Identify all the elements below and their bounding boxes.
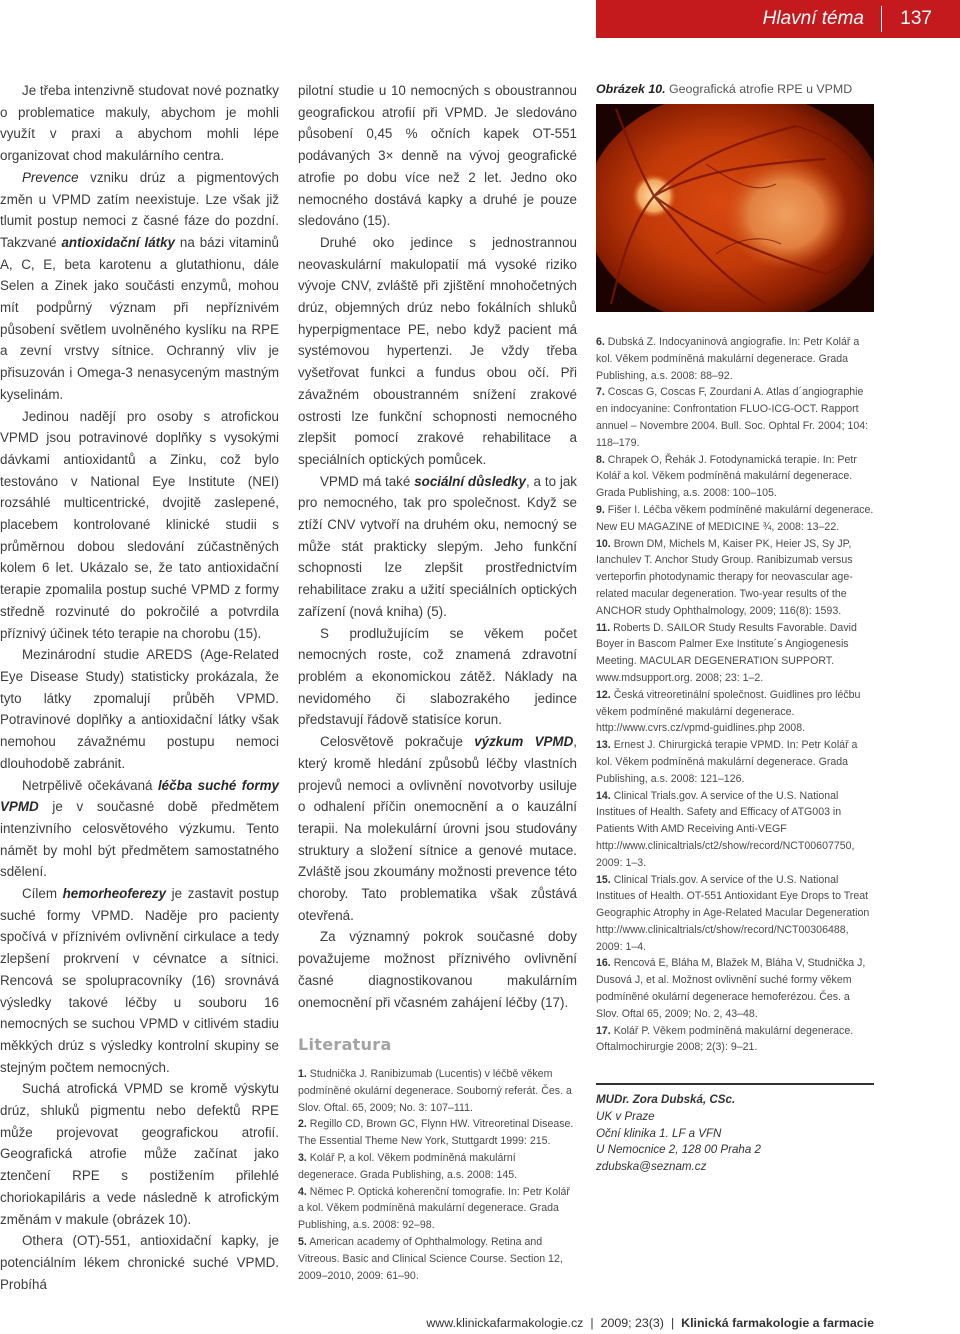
reference-list [298, 1066, 577, 1284]
reference-text: American academy of Ophthalmology. Retina and Vitreous. Basic and Clinical Science Course. Section 12, 2009–2010, 2009: 61–90. [298, 1235, 563, 1282]
reference-text: Regillo CD, Brown GC, Flynn HW. Vitreoretinal Disease. The Essential Theme New York, Stuttgardt 1999: 215. [298, 1118, 574, 1148]
paragraph: Jedinou nadějí pro osoby s atrofickou VPMD jsou potravinové doplňky s vysokými dávkami antioxidantů a Zinku, což bylo testováno v National Eye Institute (NEI) rozsáhlé multicentrické, dvojitě zaslepené, placebem kontrolované klinické studii s průměrnou dobou sledování zúčastněných kolem 6 let. Ukázalo se, že tato antioxidační terapie zpomalila postup suché VPMD z formy středně rozvinuté do pokročilé a potvrdila příznivý účinek této terapie na chorobu (15). [0, 408, 279, 641]
reference-list [596, 334, 874, 1056]
paragraph: pilotní studie u 10 nemocných s oboustrannou geografickou atrofií při VPMD. Je sledováno působení 0,45 % očních kapek OT-551 podávaných 3× denně na vývoj geografické atrofie po dobu více než 2 let. Jedno oko nemocného dostává kapky a druhé je pouze sledováno (15). [298, 83, 577, 229]
reference-number: 12. [596, 688, 611, 701]
reference-item [596, 737, 874, 787]
reference-item [298, 1150, 577, 1184]
paragraph [298, 471, 577, 623]
text-run: Netrpělivě očekávaná [22, 777, 158, 793]
text-column-3 [596, 80, 874, 1056]
references-heading: Literatura [298, 1035, 392, 1055]
page-number: 137 [900, 8, 932, 29]
reference-text: Studnička J. Ranibizumab (Lucentis) v léčbě věkem podmíněné okulární degenerace. Souborný referát. Čes. a Slov. Oftal. 65, 2009; No. 3: 107–111. [298, 1067, 572, 1114]
section-title: Hlavní téma [762, 8, 864, 29]
paragraph: Za významný pokrok současné doby považujeme možnost příznivého ovlivnění časné diagnostikovanou makulárním onemocnění při včasném zahájení léčby (17). [298, 929, 577, 1010]
reference-text: Coscas G, Coscas F, Zourdani A. Atlas d´angiographie en indocyanine: Confrontation FLUO-ICG-OCT. Rapport annuel – Novembre 2004. Bull. Soc. Ophtal Fr. 2004; 104: 118–179. [596, 386, 869, 449]
reference-text: Němec P. Optická koherenční tomografie. In: Petr Kolář a kol. Věkem podmíněná makulární degenerace. Grada Publishing, a.s. 2008: 92–98. [298, 1185, 570, 1232]
text-run: , který kromě hledání způsobů léčby vlastních projevů nemoci a ovlivnění novotvorby usiluje o odhalení příčin onemocnění a o kauzální terapii. Na molekulární úrovni jsou studovány struktury a složení sítnice a genové mutace. Zvláště jsou zkoumány možnosti prevence této choroby. Tato problematika však zůstává otevřená. [298, 734, 577, 923]
text-run: VPMD má také [320, 473, 415, 489]
text-run: na bázi vitaminů A, C, E, beta karotenu a glutathionu, dále Selen a Zinek jako součásti enzymů, mohou mít podpůrný význam při nepříznivém působení světlem uvolněného kyslíku na RPE a zevní vrstvy sítnice. Ochranný vliv je přisuzován i Omega-3 nenasyceným mastným kyselinám. [0, 234, 280, 402]
reference-number: 7. [596, 386, 605, 399]
reference-text: Kolář P, a kol. Věkem podmíněná makulární degenerace. Grada Publishing, a.s. 2008: 145. [298, 1151, 518, 1181]
paragraph [0, 775, 279, 884]
reference-item [596, 452, 874, 502]
text-run: Cílem [22, 886, 63, 902]
journal-issue: 2009; 23(3) [600, 1316, 664, 1330]
reference-number: 6. [596, 336, 605, 348]
figure-caption-text: Geografická atrofie RPE u VPMD [665, 82, 853, 96]
emphasis: sociální důsledky [414, 473, 526, 489]
reference-text: Chrapek O, Řehák J. Fotodynamická terapie. In: Petr Kolář a kol. Věkem podmíněná makulární degenerace. Grada Publishing, a.s. 2008: 100–105. [596, 453, 857, 500]
reference-item [596, 502, 874, 536]
page-footer [426, 1316, 874, 1330]
reference-text: Rencová E, Bláha M, Blažek M, Bláha V, Studnička J, Dusová J, et al. Možnost ovlivnění suché formy věkem podmíněné okulární degenerace hemoferézou. Čes. a Slov. Oftal 65, 2009; No. 2, 43–48. [596, 957, 866, 1020]
text-column-2 [298, 80, 577, 1284]
author-affiliation: UK v Praze [596, 1109, 655, 1123]
reference-text: Česká vitreoretinální společnost. Guidlines pro léčbu věkem podmíněné makulární degenerace. http://www.cvrs.cz/vpmd-guidlines.php 2008. [596, 688, 861, 735]
reference-number: 14. [596, 789, 611, 802]
reference-number: 9. [596, 503, 605, 516]
emphasis: antioxidační látky [61, 234, 176, 250]
emphasis: hemorheoferezy [62, 886, 167, 902]
paragraph [0, 883, 279, 1078]
reference-text: Brown DM, Michels M, Kaiser PK, Heier JS, Sy JP, Ianchulev T. Anchor Study Group. Ranibizumab versus verteporfin photodynamic therapy for neovascular age-related macular degeneration. Two-year results of the ANCHOR study Ophthalmology, 2009; 116(8): 1593. [596, 537, 853, 617]
reference-number: 17. [596, 1024, 611, 1037]
reference-text: Clinical Trials.gov. A service of the U.S. National Institues of Health. Safety and Efficacy of ATG003 in Patients With AMD Receiving Anti-VEGF http://www.clinicaltrials/ct2/show/record/NCT00607750, 2009: 1–3. [596, 789, 855, 869]
reference-item [596, 687, 874, 737]
paragraph: Othera (OT)-551, antioxidační kapky, je potenciálním lékem chronické suché VPMD. Probíhá [0, 1233, 279, 1292]
reference-number: 4. [298, 1185, 307, 1198]
text-run: je zastavit postup suché formy VPMD. Naděje pro pacienty spočívá v příznivém ovlivnění cirkulace a tedy zlepšení prokrvení v cévnatce a sítnici. Rencová se spolupracovníky (16) srovnává výsledky takové léčby u souboru 16 nemocných se suchou VPMD v citlivém stadiu měkkých drúz s výsledky kontrolní skupiny se stejným počtem nemocných. [0, 886, 279, 1075]
reference-text: Dubská Z. Indocyaninová angiografie. In: Petr Kolář a kol. Věkem podmíněná makulární degenerace. Grada Publishing, a.s. 2008: 88–92. [596, 336, 860, 382]
fundus-photo-figure [596, 104, 874, 312]
reference-item [596, 536, 874, 620]
reference-number: 5. [298, 1235, 307, 1248]
text-run: vzniku drúz a pigmentových změn u VPMD zatím neexistuje. Lze však již tlumit postup nemoci z časné fáze do pozdní. Takzvané [0, 169, 279, 250]
reference-text: Ernest J. Chirurgická terapie VPMD. In: Petr Kolář a kol. Věkem podmíněná makulární degenerace. Grada Publishing, a.s. 2008: 121–126. [596, 739, 858, 785]
figure-caption [596, 81, 874, 97]
fundus-photo [596, 104, 874, 312]
reference-item [298, 1116, 577, 1150]
text-run: je v současné době předmětem intenzivního celosvětového výzkumu. Tento námět by mohl být předmětem samostatného sdělení. [0, 799, 279, 880]
paragraph: S prodlužujícím se věkem počet nemocných roste, což znamená zdravotní problém a ekonomickou zátěž. Náklady na nevidomého či slabozrakého jedince představují řádově statisíce korun. [298, 625, 577, 728]
paragraph: Druhé oko jedince s jednostrannou neovaskulární makulopatií má vysoké riziko vývoje CNV, zvláště při zjištění mnohočetných drúz, objemných drúz nebo fokálních shluků hyperpigmentace PE, nebo když pacient má systémovou hypertenzi. Je vždy třeba vyšetřovat funkci a fundus obou očí. Při závažném oboustranném snížení zrakové ostrosti lze funkční schopnosti nemocného zlepšit pomocí zrakové rehabilitace a speciálních optických pomůcek. [298, 234, 577, 467]
paragraph: Je třeba intenzivně studovat nové poznatky o problematice makuly, abychom je mohli využít v praxi a abychom mohli lépe organizovat chod makulárního centra. [0, 83, 279, 164]
paragraph [0, 167, 279, 406]
paragraph [298, 731, 577, 926]
text-column-1 [0, 80, 279, 1295]
footer-separator: | [590, 1316, 594, 1330]
author-email[interactable]: zdubska@seznam.cz [596, 1160, 707, 1174]
paragraph: Mezinárodní studie AREDS (Age-Related Eye Disease Study) statisticky prokázala, že tyto látky zpomalují průběh VPMD. Potravinové doplňky a antioxidační látky však nemohou závažnému postupu nemoci dlouhodobě zabránit. [0, 647, 279, 771]
reference-text: Fišer I. Léčba věkem podmíněné makulární degenerace. New EU MAGAZINE of MEDICINE ¾, 2008: 13–22. [596, 503, 874, 533]
reference-item [596, 955, 874, 1022]
reference-item [596, 620, 874, 687]
journal-name: Klinická farmakologie a farmacie [681, 1316, 874, 1330]
reference-text: Clinical Trials.gov. A service of the U.S. National Institues of Health. OT-551 Antioxidant Eye Drops to Treat Geographic Atrophy in Age-Related Macular Degeneration http://www.clinicaltrials/ct/show/record/NCT00306488, 2009: 1–4. [596, 873, 870, 953]
journal-url[interactable]: www.klinickafarmakologie.cz [426, 1316, 584, 1330]
author-address: U Nemocnice 2, 128 00 Praha 2 [596, 1143, 761, 1157]
reference-item [596, 384, 874, 451]
reference-item [596, 872, 874, 956]
reference-item [596, 788, 874, 872]
emphasis: výzkum VPMD [474, 734, 574, 750]
figure-label: Obrázek 10. [596, 82, 666, 96]
reference-item [298, 1184, 577, 1234]
reference-item [596, 1023, 874, 1057]
emphasis: Prevence [22, 169, 79, 185]
reference-text: Kolář P. Věkem podmíněná makulární degenerace. Oftalmochirurgie 2008; 2(3): 9–21. [596, 1024, 854, 1054]
emphasis: léčba suché formy VPMD [0, 777, 279, 815]
paragraph: Suchá atrofická VPMD se kromě výskytu drúz, shluků pigmentu nebo defektů RPE může projevovat geografickou atrofií. Geografická atrofie může začínat jako ztenčení RPE s postižením přilehlé choriokapiláris a vede následně k atrofickým změnám v makule (obrázek 10). [0, 1081, 279, 1227]
author-department: Oční klinika 1. LF a VFN [596, 1126, 722, 1140]
section-header-bar [596, 0, 960, 38]
reference-number: 15. [596, 873, 611, 886]
reference-number: 3. [298, 1151, 307, 1164]
text-run: , a to jak pro nemocného, tak pro společnost. Když se ztíží CNV vytvoří na druhém oku, nemocný se může stát prakticky slepým. Jeho funkční schopnosti lze zlepšit prostřednictvím rehabilitace zraku a užití speciálních optických zařízení (nová kniha) (5). [298, 473, 577, 619]
reference-item [298, 1234, 577, 1284]
reference-number: 13. [596, 739, 611, 752]
author-contact [596, 1083, 874, 1176]
reference-number: 11. [596, 621, 611, 634]
reference-text: Roberts D. SAILOR Study Results Favorable. David Boyer in Bascom Palmer Exe Institute´s Angiogenesis Meeting. MACULAR DEGENERATION SUPPORT. www.mdsupport.org. 2008; 23: 1–2. [596, 621, 857, 684]
reference-item [298, 1066, 577, 1116]
author-name: MUDr. Zora Dubská, CSc. [596, 1093, 736, 1106]
reference-number: 16. [596, 957, 611, 970]
reference-number: 10. [596, 537, 611, 550]
text-run: Celosvětově pokračuje [320, 734, 475, 750]
reference-number: 2. [298, 1118, 307, 1131]
reference-item [596, 334, 874, 384]
footer-separator: | [670, 1316, 675, 1330]
reference-number: 8. [596, 453, 605, 466]
header-divider [881, 6, 882, 32]
reference-number: 1. [298, 1067, 307, 1080]
